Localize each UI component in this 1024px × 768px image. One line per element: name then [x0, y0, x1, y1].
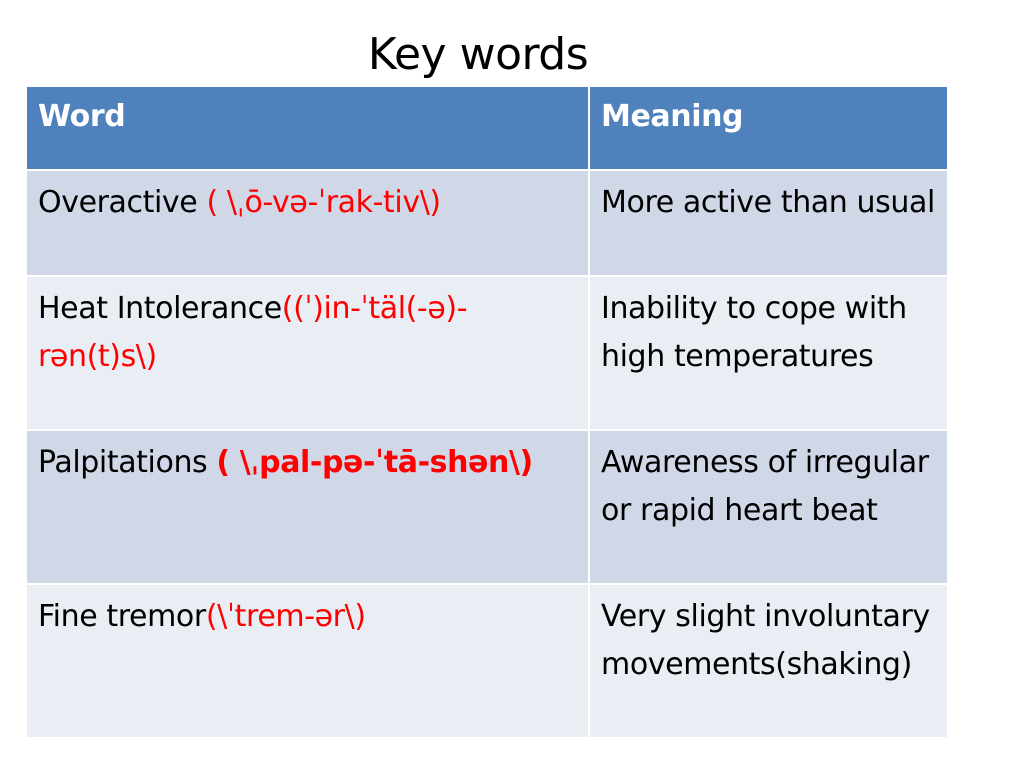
word-text: Palpitations [38, 445, 217, 480]
pronunciation-text: ((ˈ)in-ˈtäl(-ə)-rən(t)s\) [38, 291, 468, 374]
word-text: Heat Intolerance [38, 291, 282, 326]
header-meaning: Meaning [589, 86, 948, 170]
word-cell [26, 584, 589, 738]
pronunciation-text: ( \ˌpal-pə-ˈtā-shən\) [216, 445, 533, 480]
table-row [26, 430, 948, 584]
table-row [26, 170, 948, 276]
pronunciation-text: ( \ˌō-və-ˈrak-tiv\) [206, 185, 441, 220]
word-cell [26, 170, 589, 276]
word-cell [26, 276, 589, 430]
slide-title: Key words [367, 29, 589, 80]
meaning-cell: Awareness of irregular or rapid heart beat [589, 430, 948, 584]
table-row [26, 276, 948, 430]
key-words-table [25, 85, 949, 739]
meaning-cell: Inability to cope with high temperatures [589, 276, 948, 430]
meaning-cell: More active than usual [589, 170, 948, 276]
pronunciation-text: (\ˈtrem-ər\) [205, 599, 366, 634]
table-row [26, 584, 948, 738]
meaning-cell: Very slight involuntary movements(shaking) [589, 584, 948, 738]
header-word: Word [26, 86, 589, 170]
table-header-row [26, 86, 948, 170]
word-text: Overactive [38, 185, 207, 220]
word-text: Fine tremor [38, 599, 206, 634]
word-cell [26, 430, 589, 584]
